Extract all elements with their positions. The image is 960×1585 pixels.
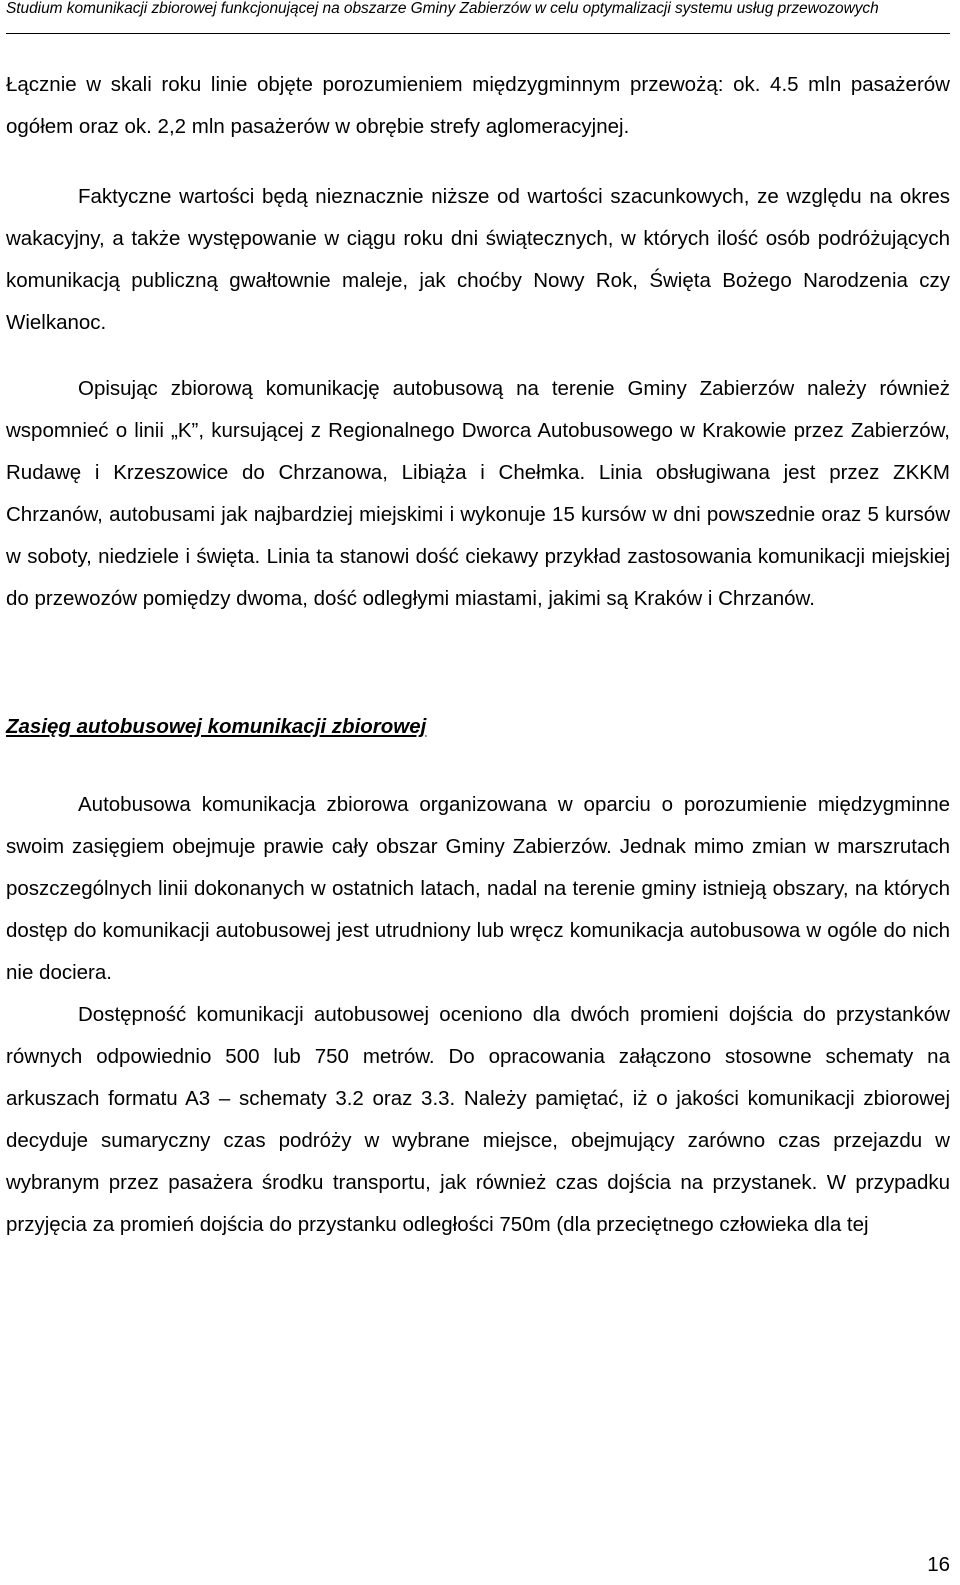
page-number: 16	[927, 1553, 950, 1576]
paragraph-passenger-totals: Łącznie w skali roku linie objęte porozumieniem międzygminnym przewożą: ok. 4.5 mln pasażerów ogółem oraz ok. 2,2 mln pasażerów w obrębie strefy aglomeracyjnej.	[6, 73, 950, 138]
paragraph-line-k: Opisując zbiorową komunikację autobusową na terenie Gminy Zabierzów należy również wspomnieć o linii „K”, kursującej z Regionalnego Dworca Autobusowego w Krakowie przez Zabierzów, Rudawę i Krzeszowice do Chrzanowa, Libiąża i Chełmka. Linia obsługiwana jest przez ZKKM Chrzanów, autobusami jak najbardziej miejskimi i wykonuje 15 kursów w dni powszednie oraz 5 kursów w soboty, niedziele i święta. Linia ta stanowi dość ciekawy przykład zastosowania komunikacji miejskiej do przewozów pomiędzy dwoma, dość odległymi miastami, jakimi są Kraków i Chrzanów.	[6, 377, 950, 610]
paragraph-bus-coverage: Autobusowa komunikacja zbiorowa organizowana w oparciu o porozumienie międzygminne swoim zasięgiem obejmuje prawie cały obszar Gminy Zabierzów. Jednak mimo zmian w marszrutach poszczególnych linii dokonanych w ostatnich latach, nadal na terenie gminy istnieją obszary, na których dostęp do komunikacji autobusowej jest utrudniony lub wręcz komunikacja autobusowa w ogóle do nich nie dociera.	[6, 793, 950, 984]
section-heading: Zasięg autobusowej komunikacji zbiorowej	[6, 715, 427, 738]
running-header: Studium komunikacji zbiorowej funkcjonującej na obszarze Gminy Zabierzów w celu optymalizacji systemu usług przewozowych	[6, 0, 879, 17]
paragraph-actual-values: Faktyczne wartości będą nieznacznie niższe od wartości szacunkowych, ze względu na okres wakacyjny, a także występowanie w ciągu roku dni świątecznych, w których ilość osób podróżujących komunikacją publiczną gwałtownie maleje, jak choćby Nowy Rok, Święta Bożego Narodzenia czy Wielkanoc.	[6, 185, 950, 334]
header-divider	[6, 33, 950, 34]
paragraph-accessibility: Dostępność komunikacji autobusowej oceniono dla dwóch promieni dojścia do przystanków równych odpowiednio 500 lub 750 metrów. Do opracowania załączono stosowne schematy na arkuszach formatu A3 – schematy 3.2 oraz 3.3. Należy pamiętać, iż o jakości komunikacji zbiorowej decyduje sumaryczny czas podróży w wybrane miejsce, obejmujący zarówno czas przejazdu w wybranym przez pasażera środku transportu, jak również czas dojścia na przystanek. W przypadku przyjęcia za promień dojścia do przystanku odległości 750m (dla przeciętnego człowieka dla tej	[6, 1003, 950, 1236]
